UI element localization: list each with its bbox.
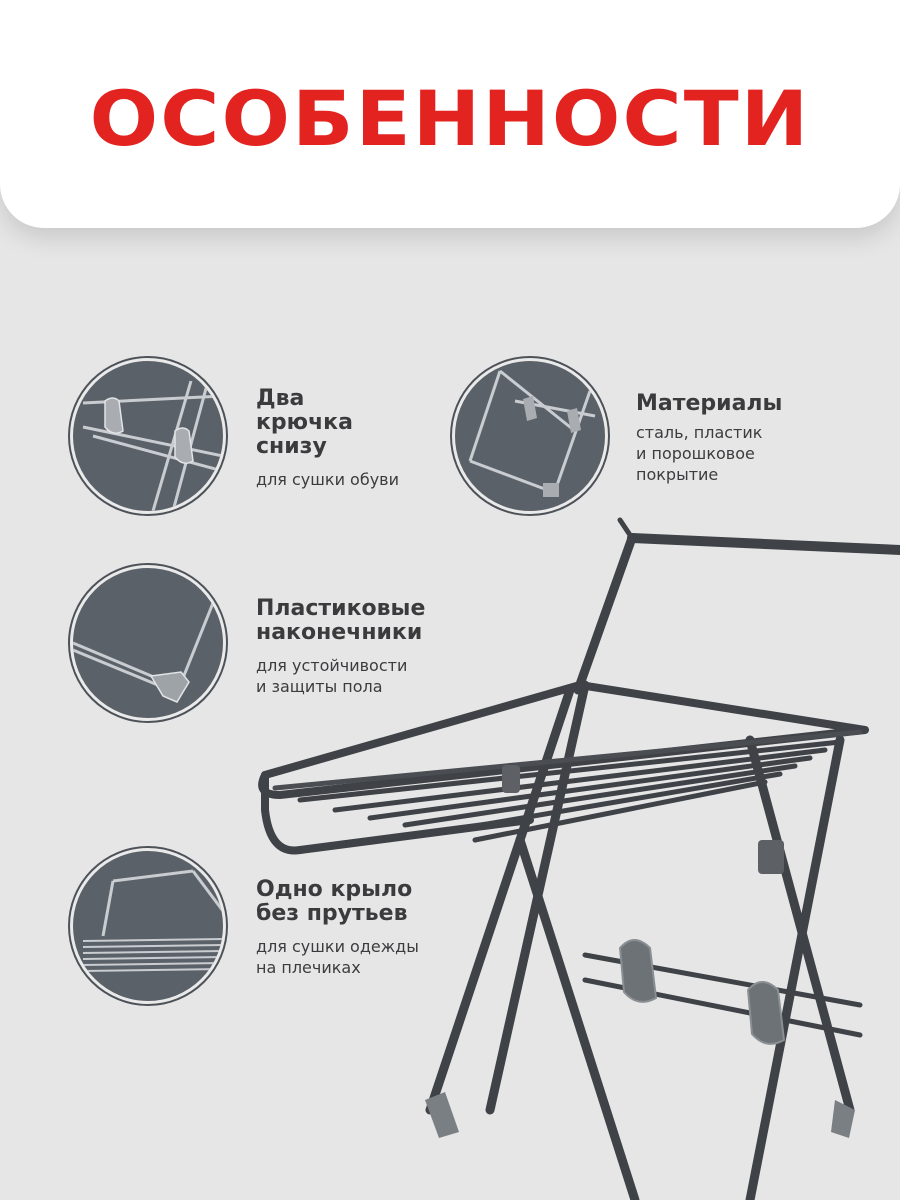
feature-title: Одно крыло без прутьев <box>256 877 413 926</box>
header-banner <box>0 0 900 228</box>
dryer-illustration <box>240 510 900 1200</box>
feature-hooks <box>256 387 399 490</box>
page-title: ОСОБЕННОСТИ <box>89 74 811 163</box>
feature-subtitle: для сушки обуви <box>256 470 400 489</box>
hooks-closeup-icon <box>70 358 226 514</box>
feature-title: Материалы <box>636 391 783 416</box>
plastic-tip-closeup-icon <box>70 565 226 721</box>
feature-subtitle: для устойчивости и защиты пола <box>256 656 408 696</box>
wing-closeup-icon <box>70 848 226 1004</box>
frame-closeup-icon <box>452 358 608 514</box>
feature-materials <box>636 392 782 485</box>
feature-subtitle: сталь, пластик и порошковое покрытие <box>636 423 763 484</box>
feature-subtitle: для сушки одежды на плечиках <box>256 937 419 977</box>
feature-title: Два крючка снизу <box>256 386 353 459</box>
feature-title: Пластиковые наконечники <box>256 596 426 645</box>
